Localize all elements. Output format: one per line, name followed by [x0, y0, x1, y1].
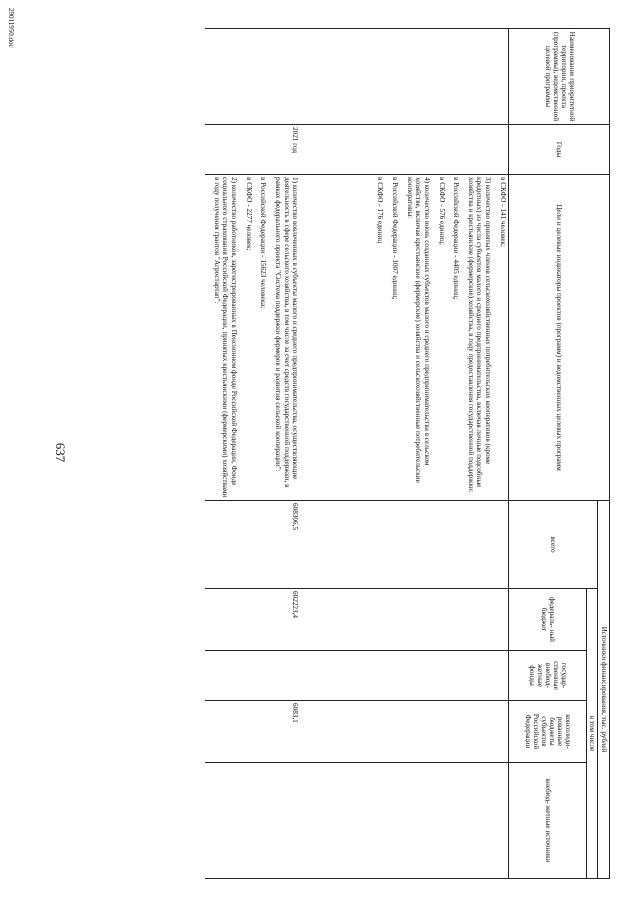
header-goals: Цели и целевые индикаторы проектов (программ) и ведомственных целевых программ	[508, 175, 609, 501]
header-state-funds: государ- ственные внебюд- жетные фонды	[508, 651, 586, 701]
cell-offbudget	[205, 763, 300, 879]
goal-item: в Российской Федерации - 4405 единиц;	[452, 177, 461, 300]
cell-total	[300, 501, 508, 589]
goal-item: 4) количество вновь созданных субъектов малого и среднего предпринимательства в сельском хозяйстве, включая крестьянские (фермерские) хозяйства и сельскохозяйственные потребительские кооперативы:	[405, 177, 431, 483]
page-number: 637	[53, 442, 68, 463]
goal-item: в СКФО - 176 единиц	[376, 177, 385, 244]
header-sources: Источники финансирования, тыс. рублей	[598, 501, 610, 879]
cell-name	[300, 29, 508, 125]
cell-federal	[300, 589, 508, 651]
cell-year	[300, 125, 508, 175]
header-incl: в том числе	[586, 589, 598, 879]
header-years: Годы	[508, 125, 609, 175]
goal-item: 3) количество принятых членов сельскохозяйственных потребительских кооперативов (кроме кредитных) из числа субъектов малого и среднего предпринимательства, включая личные подсобные хозяйства и крестьянские (фермерские) хозяйства, в году предоставления государственной поддержки:	[466, 177, 493, 493]
cell-state-funds	[205, 651, 300, 701]
cell-state-funds	[300, 651, 508, 701]
header-federal: федераль- ный бюджет	[508, 589, 586, 651]
goal-item: в Российской Федерации - 15623 человека;	[259, 177, 268, 309]
cell-name	[205, 29, 300, 125]
table-row	[205, 29, 300, 879]
cell-total: 608306,5	[205, 501, 300, 589]
header-name: Наименование приоритетной территории, проекта (программы), ведомственной целевой программы	[508, 29, 609, 125]
document-id: 29011950.doc	[7, 8, 15, 48]
goal-item: в СКФО - 2277 человек;	[244, 177, 253, 251]
cell-year: 2021 год	[205, 125, 300, 175]
cell-goals	[205, 175, 300, 501]
cell-federal: 602223,4	[205, 589, 300, 651]
header-regional: консолиди- рованные бюджеты субъектов Российской Федерации	[508, 701, 586, 763]
cell-regional	[300, 701, 508, 763]
header-offbudget: внебюд- жетные источники	[508, 763, 586, 879]
goal-item: в СКФО - 141 человек;	[498, 177, 507, 248]
financing-table	[205, 28, 610, 879]
goal-item: 1) количество вовлеченных в субъекты малого и среднего предпринимательства, осуществляющие деятельность в сфере сельского хозяйства, в том числе за счет средств государственной поддержки, в рамках федерального проекта "Система поддержки фермеров и развития сельской кооперации":	[273, 177, 300, 488]
cell-offbudget	[300, 763, 508, 879]
cell-regional: 6083,1	[205, 701, 300, 763]
goal-item: в Российской Федерации - 1007 единиц;	[390, 177, 399, 300]
goal-item: 2) количество работников, зарегистрированных в Пенсионном фонде Российской Федерации, Фонде социального страхования Российской Федерации, принятых крестьянскими (фермерскими) хозяйствами в году получения грантов "Агростартап":	[212, 177, 239, 498]
cell-goals	[300, 175, 508, 501]
table-row	[300, 29, 508, 879]
goal-item: в СКФО - 576 единиц;	[437, 177, 446, 246]
header-row-1	[598, 29, 610, 879]
header-total: всего	[508, 501, 598, 589]
